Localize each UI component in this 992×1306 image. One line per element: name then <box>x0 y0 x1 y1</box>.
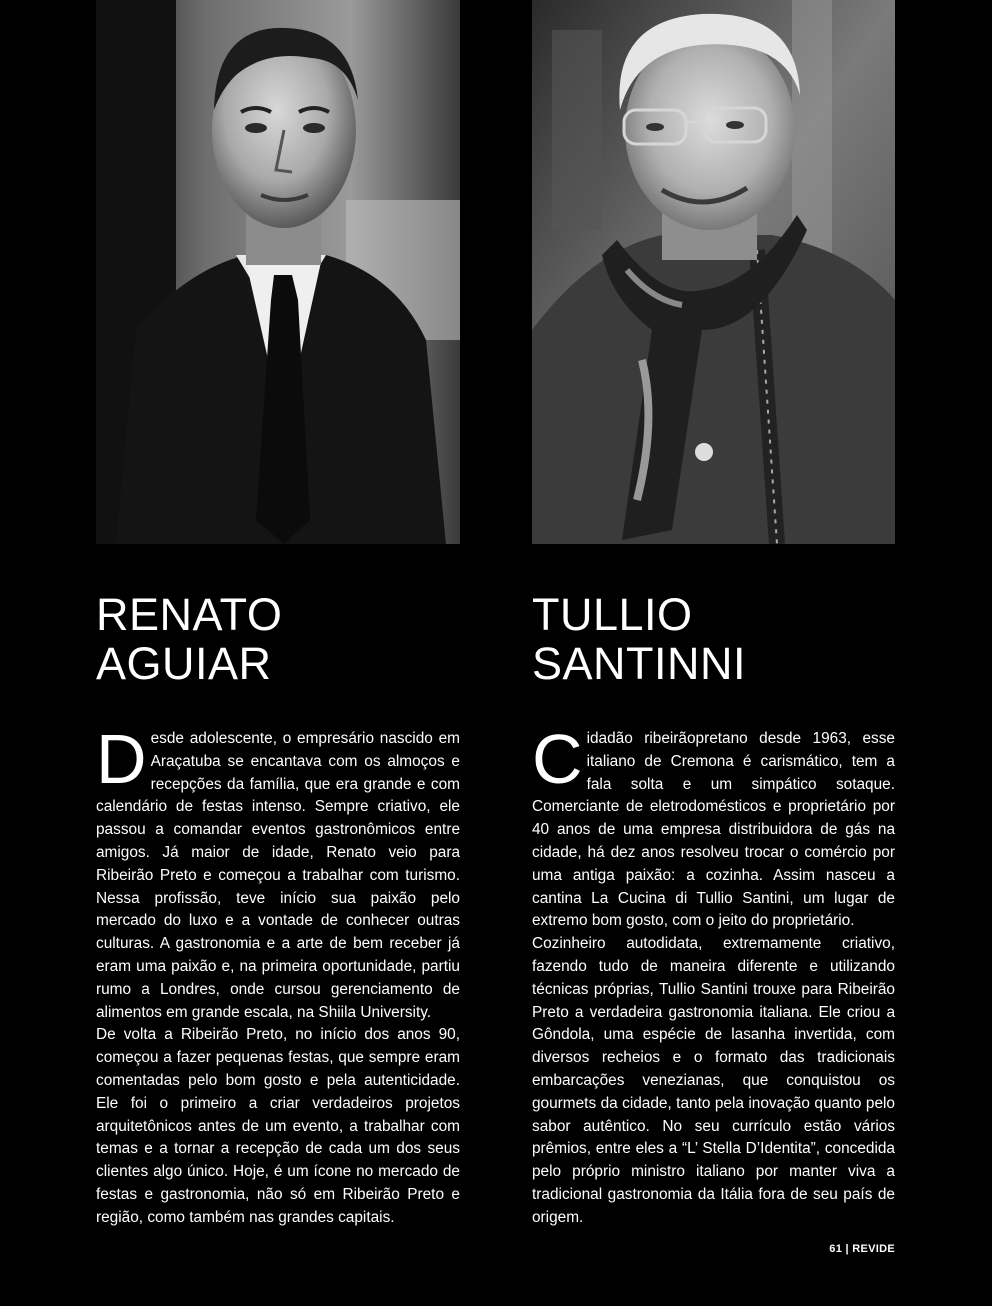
person-name-renato <box>96 590 282 688</box>
paragraph: Cozinheiro autodidata, extremamente criativo, fazendo tudo de maneira diferente e utilizando técnicas próprias, Tullio Santini trouxe para Ribeirão Preto a verdadeira gastronomia italiana. Ele criou a Gôndola, uma espécie de lasanha invertida, com diversos recheios e o formato das tradicionais embarcações venezianas, que conquistou os gourmets da cidade, tanto pela inovação quanto pelo sabor autêntico. No seu currículo estão vários prêmios, entre eles a “L’ Stella D’Identita”, concedida pelo próprio ministro italiano por manter viva a tradicional gastronomia da Itália fora de seu país de origem. <box>532 935 895 1226</box>
paragraph <box>96 720 460 1024</box>
magazine-name: REVIDE <box>852 1243 895 1255</box>
drop-cap: C <box>532 720 583 798</box>
paragraph: De volta a Ribeirão Preto, no início dos anos 90, começou a fazer pequenas festas, que sempre eram comentadas pelo bom gosto e pela autenticidade. Ele foi o primeiro a criar verdadeiros projetos arquitetônicos antes de um evento, a trabalhar com temas e a tornar a recepção de cada um dos seus clientes algo único. Hoje, é um ícone no mercado de festas e gastronomia, não só em Ribeirão Preto e região, como também nas grandes capitais. <box>96 1026 460 1226</box>
person-name-tullio <box>532 590 746 688</box>
article-body-tullio <box>532 720 895 1230</box>
paragraph <box>532 720 895 933</box>
portrait-photo-tullio <box>532 0 895 544</box>
drop-cap: D <box>96 720 147 798</box>
article-body-renato <box>96 720 460 1230</box>
name-line-last: SANTINNI <box>532 638 747 689</box>
paragraph-text: idadão ribeirãopretano desde 1963, esse italiano de Cremona é carismático, tem a fala solta e um simpático sotaque. Comerciante de eletrodomésticos e proprietário por 40 anos de uma empresa distribuidora de gás na cidade, há dez anos resolveu trocar o comércio por uma antiga paixão: a cozinha. Assim nasceu a cantina La Cucina di Tullio Santini, um lugar de extremo bom gosto, com o jeito do proprietário. <box>532 730 895 930</box>
name-line-first: TULLIO <box>532 589 693 640</box>
folio-separator: | <box>845 1243 849 1255</box>
page-folio <box>829 1243 895 1255</box>
page-number: 61 <box>829 1243 843 1255</box>
portrait-photo-renato <box>96 0 460 544</box>
paragraph-text: esde adolescente, o empresário nascido em Araçatuba se encantava com os almoços e recepções da família, que era grande e com calendário de festas intenso. Sempre criativo, ele passou a comandar eventos gastronômicos entre amigos. Já maior de idade, Renato veio para Ribeirão Preto e começou a trabalhar com turismo. Nessa profissão, teve início sua paixão pelo mercado do luxo e a vontade de conhecer outras culturas. A gastronomia e a arte de bem receber já eram uma paixão e, na primeira oportunidade, partiu rumo a Londres, onde cursou gerenciamento de alimentos em grande escala, na Shiila University. <box>96 730 460 1021</box>
name-line-last: AGUIAR <box>96 638 272 689</box>
name-line-first: RENATO <box>96 589 283 640</box>
